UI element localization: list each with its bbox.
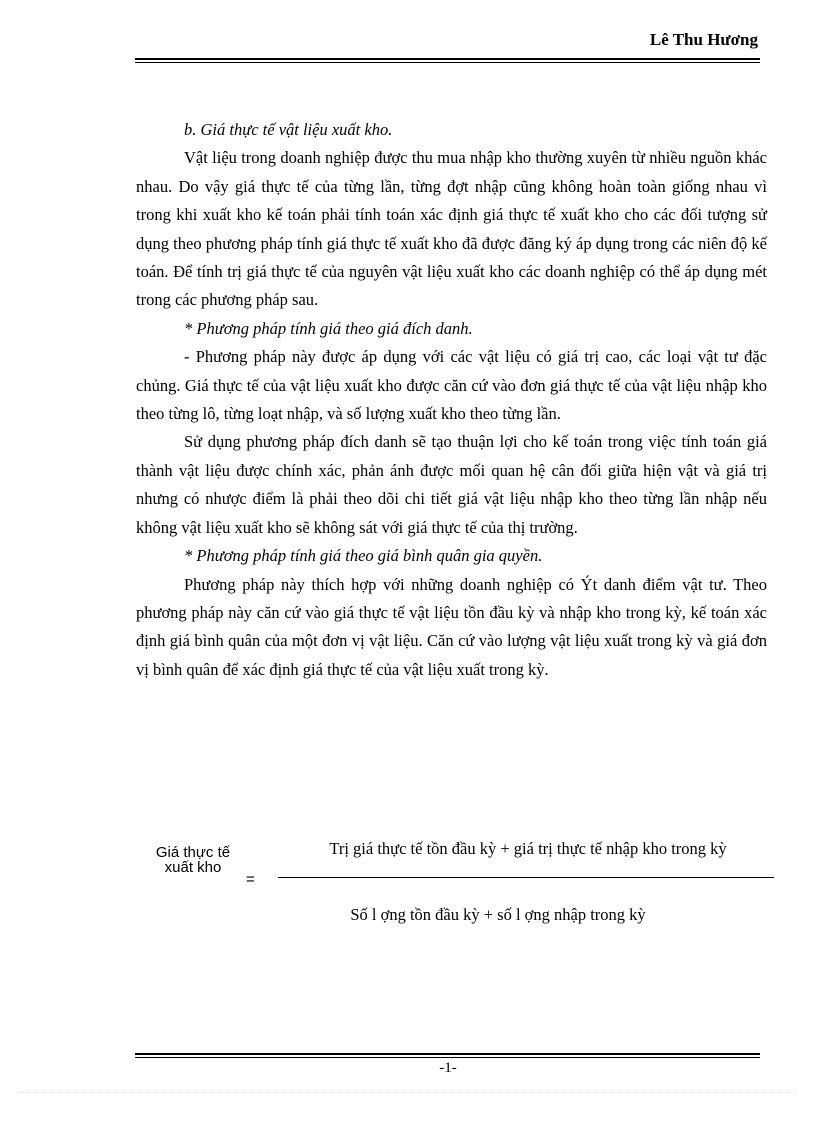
section-title: b. Giá thực tế vật liệu xuất kho.: [184, 120, 393, 139]
footer-rule: [135, 1053, 760, 1058]
method-heading-specific: * Phương pháp tính giá theo giá đích danh.: [184, 318, 473, 338]
method-heading-weighted-average: * Phương pháp tính giá theo giá bình quân gia quyền.: [184, 546, 543, 566]
paragraph-specific-method: - Phương pháp này được áp dụng với các vật liệu có giá trị cao, các loại vật tư đặc chủng. Giá thực tế của vật liệu xuất kho được căn cứ vào đơn giá thực tế của vật liệu nhập kho theo từng lô, từng loạt nhập, và số lượng xuất kho theo từng lần.: [136, 347, 767, 424]
page-bottom-border: [20, 1092, 796, 1093]
header-rule: [135, 58, 760, 63]
formula-label: Giá thực tế xuất kho: [155, 844, 231, 876]
formula-denominator: Số l ợng tồn đầu kỳ + số l ợng nhập trong kỳ: [350, 905, 646, 924]
paragraph-specific-pros-cons: Sử dụng phương pháp đích danh sẽ tạo thuận lợi cho kế toán trong việc tính toán giá thành vật liệu được chính xác, phản ánh được mối quan hệ cân đối giữa hiện vật và giá trị nhưng có nhược điểm là phải theo dõi chi tiết giá vật liệu nhập kho theo từng lần nhập nếu không vật liệu xuất kho sẽ không sát với giá thực tế của thị trường.: [136, 432, 767, 537]
formula-numerator: Trị giá thực tế tồn đầu kỳ + giá trị thực tế nhập kho trong kỳ: [329, 839, 727, 858]
paragraph-weighted-average: Phương pháp này thích hợp với những doanh nghiệp có Ýt danh điểm vật tư. Theo phương pháp này căn cứ vào giá thực tế vật liệu tồn đầu kỳ và nhập kho trong kỳ, kế toán xác định giá bình quân của một đơn vị vật liệu. Căn cứ vào lượng vật liệu xuất trong kỳ và giá đơn vị bình quân để xác định giá thực tế của vật liệu xuất trong kỳ.: [136, 574, 767, 679]
formula-fraction-bar: [278, 877, 774, 878]
page-number: -1-: [439, 1060, 457, 1076]
price-formula: [150, 835, 780, 925]
header-author: Lê Thu Hương: [649, 30, 758, 49]
formula-equals: =: [246, 871, 255, 888]
paragraph-intro: Vật liệu trong doanh nghiệp được thu mua nhập kho thường xuyên từ nhiều nguồn khác nhau. Do vậy giá thực tế của từng lần, từng đợt nhập cũng không hoàn toàn giống nhau vì trong khi xuất kho kế toán phải tính toán xác định giá thực tế xuất kho cho các đối tượng sử dụng theo phương pháp tính giá thực tế xuất kho đã được đăng ký áp dụng trong các niên độ kế toán. Để tính trị giá thực tế của nguyên vật liệu xuất kho các doanh nghiệp có thể áp dụng mét trong các phương pháp sau.: [136, 148, 767, 310]
document-body: [136, 116, 767, 684]
